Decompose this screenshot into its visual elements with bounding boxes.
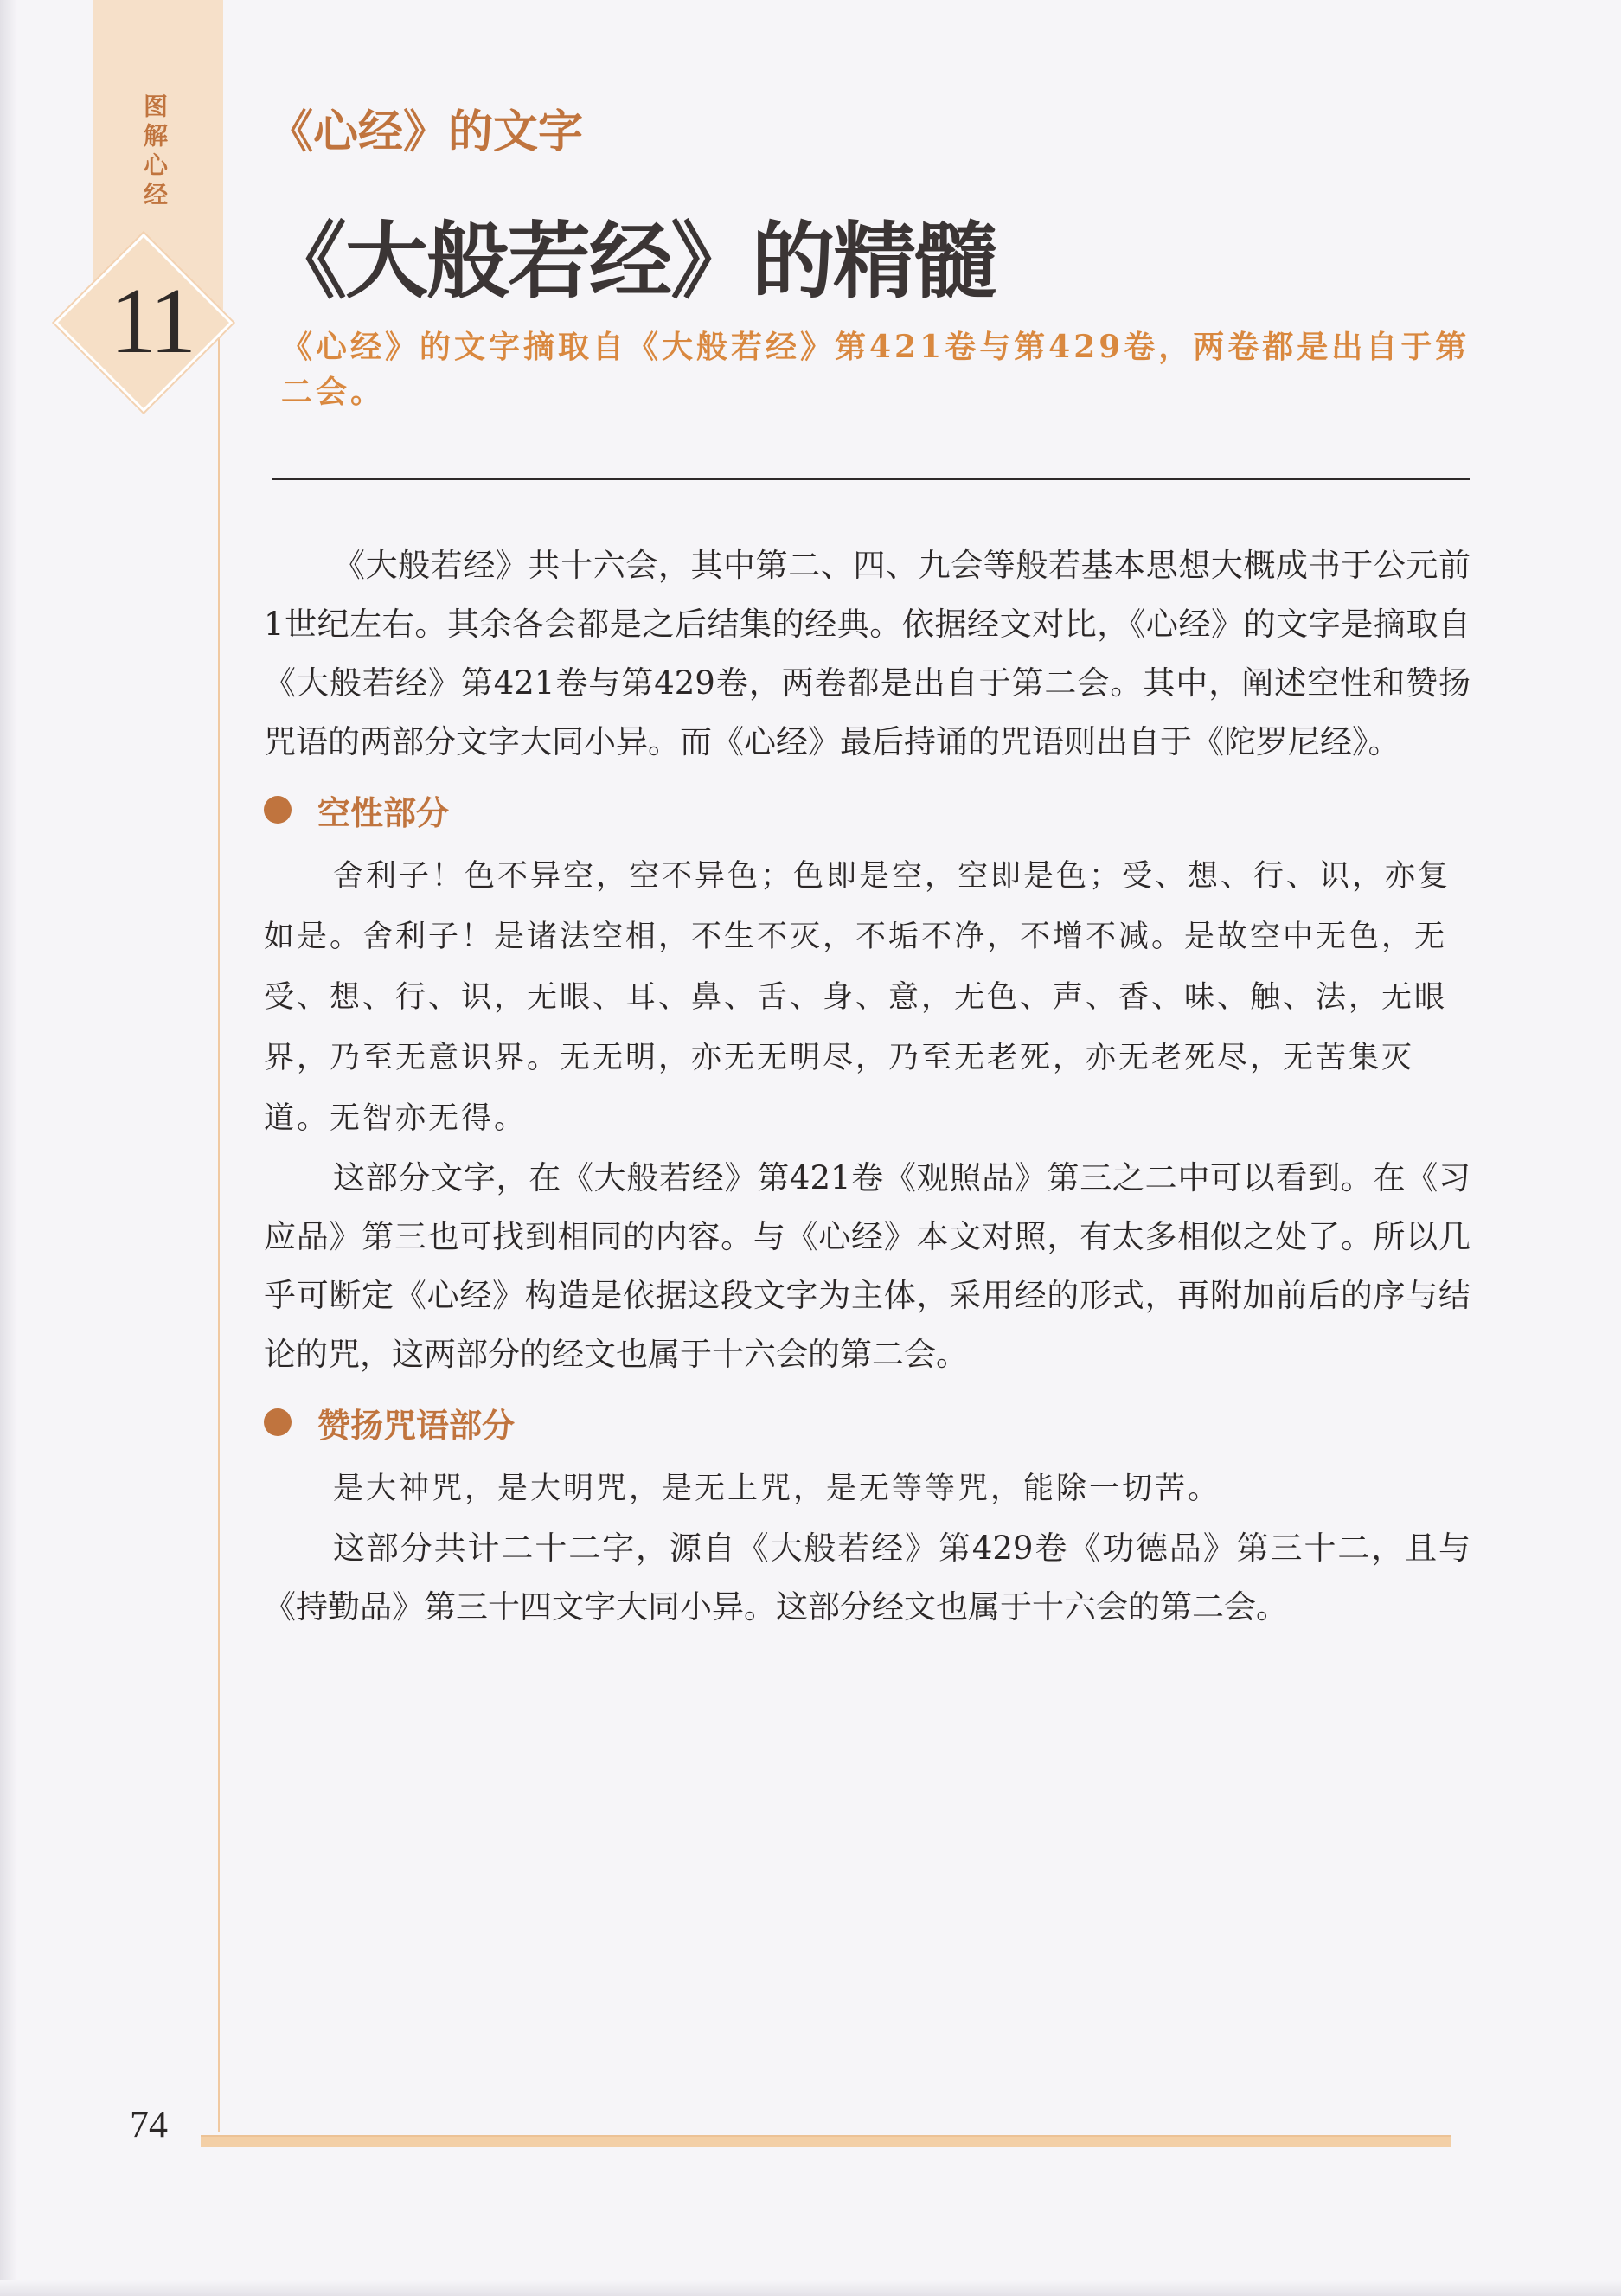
chapter-number: 11 xyxy=(110,270,193,373)
series-label: 图解心经 xyxy=(140,93,169,211)
bullet-icon xyxy=(264,1408,292,1436)
intro-summary: 《心经》的文字摘取自《大般若经》第421卷与第429卷，两卷都是出自于第二会。 xyxy=(281,329,1470,410)
page-edge xyxy=(0,0,17,2296)
article-body xyxy=(264,536,1470,1637)
sidebar-rule xyxy=(218,311,220,2132)
page-number: 74 xyxy=(130,2103,168,2145)
section-heading-emptiness xyxy=(264,786,1470,834)
sutra-quote-mantra: 是大神咒，是大明咒，是无上咒，是无等等咒，能除一切苦。 xyxy=(333,1472,1221,1506)
title-divider xyxy=(272,478,1470,480)
section-heading-mantra xyxy=(264,1398,1470,1446)
sutra-quote-emptiness: 舍利子！色不异空，空不异色；色即是空，空即是色；受、想、行、识，亦复如是。舍利子！是诸法空相，不生不灭，不垢不净，不增不减。是故空中无色，无受、想、行、识，无眼、耳、鼻、舌、身、意，无色、声、香、味、触、法，无眼界，乃至无意识界。无无明，亦无无明尽，乃至无老死，亦无老死尽，无苦集灭道。无智亦无得。 xyxy=(264,859,1451,1136)
page-title: 《大般若经》的精髓 xyxy=(264,213,996,310)
paragraph-emptiness: 这部分文字，在《大般若经》第421卷《观照品》第三之二中可以看到。在《习应品》第三也可找到相同的内容。与《心经》本文对照，有太多相似之处了。所以几乎可断定《心经》构造是依据这段文字为主体，采用经的形式，再附加前后的序与结论的咒，这两部分的经文也属于十六会的第二会。 xyxy=(264,1159,1470,1373)
section-heading-text: 赞扬咒语部分 xyxy=(317,1406,516,1445)
bullet-icon xyxy=(264,796,292,824)
paragraph-intro: 《大般若经》共十六会，其中第二、四、九会等般若基本思想大概成书于公元前1世纪左右。其余各会都是之后结集的经典。依据经文对比，《心经》的文字是摘取自《大般若经》第421卷与第429卷，两卷都是出自于第二会。其中，阐述空性和赞扬咒语的两部分文字大同小异。而《心经》最后持诵的咒语则出自于《陀罗尼经》。 xyxy=(264,547,1470,760)
page-bottom-edge xyxy=(0,2280,1621,2296)
section-heading-text: 空性部分 xyxy=(317,793,450,832)
page-subtitle: 《心经》的文字 xyxy=(268,106,584,158)
paragraph-mantra: 这部分共计二十二字，源自《大般若经》第429卷《功德品》第三十二，且与《持勤品》第三十四文字大同小异。这部分经文也属于十六会的第二会。 xyxy=(264,1530,1470,1626)
footer-rule xyxy=(201,2135,1451,2147)
